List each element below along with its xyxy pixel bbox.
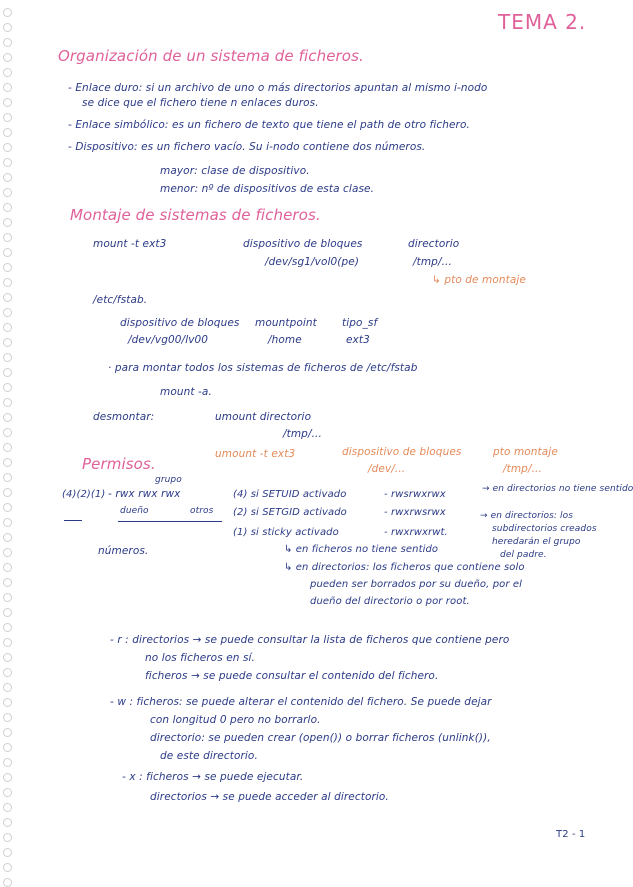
fstab-val-mountpoint: /home	[268, 334, 302, 346]
fstab-val-type: ext3	[346, 334, 370, 346]
setgid-note: del padre.	[500, 550, 547, 560]
mount-device-example: /dev/sg1/vol0(pe)	[265, 256, 360, 268]
desmontar-label: desmontar:	[93, 411, 155, 423]
note-line: menor: nº de dispositivos de esta clase.	[160, 183, 375, 195]
setgid-perm: - rwxrwsrwx	[384, 507, 446, 518]
mount-command: mount -t ext3	[93, 238, 167, 250]
tema-title: TEMA 2.	[498, 10, 587, 34]
perm-w-line: con longitud 0 pero no borrarlo.	[150, 714, 321, 726]
section-title-permisos: Permisos.	[82, 455, 156, 473]
umount-device-example: /dev/...	[368, 463, 406, 475]
perm-bits: (4)(2)(1)	[62, 489, 106, 500]
note-line: · para montar todos los sistemas de ficheros de /etc/fstab	[108, 362, 418, 374]
mount-point-note: ↳ pto de montaje	[432, 274, 526, 286]
umount-command: umount directorio	[215, 411, 312, 423]
sticky-note: pueden ser borrados por su dueño, por el	[310, 579, 522, 590]
setuid-perm: - rwsrwxrwx	[384, 489, 446, 500]
setgid-note: heredarán el grupo	[492, 537, 581, 547]
fstab-val-device: /dev/vg00/lv00	[128, 334, 209, 346]
perm-r-line: - r : directorios → se puede consultar la lista de ficheros que contiene pero	[110, 634, 510, 646]
perm-string: - rwx rwx rwx	[108, 488, 181, 500]
umount-mountpoint-example: /tmp/...	[503, 463, 542, 475]
sticky-note: ↳ en ficheros no tiene sentido	[284, 544, 439, 555]
perm-w-line: directorio: se pueden crear (open()) o borrar ficheros (unlink()),	[150, 732, 491, 744]
umount-device-label: dispositivo de bloques	[342, 446, 462, 458]
setgid-line: (2) si SETGID activado	[233, 507, 347, 518]
perm-r-line: no los ficheros en sí.	[145, 652, 255, 664]
umount-example: /tmp/...	[283, 428, 322, 440]
page-number: T2 - 1	[556, 829, 586, 840]
perm-numbers-label: números.	[98, 545, 149, 557]
perm-w-line: de este directorio.	[160, 750, 258, 762]
umount-type-command: umount -t ext3	[215, 448, 296, 460]
spiral-binding	[3, 8, 12, 840]
sticky-perm: - rwxrwxrwt.	[384, 527, 448, 538]
sticky-note: dueño del directorio o por root.	[310, 596, 470, 607]
mount-device-label: dispositivo de bloques	[243, 238, 363, 250]
perm-others-label: otros	[190, 506, 214, 516]
section-title-organizacion: Organización de un sistema de ficheros.	[58, 47, 364, 65]
setgid-note: subdirectorios creados	[492, 524, 597, 534]
fstab-col-type: tipo_sf	[342, 317, 378, 329]
note-line: se dice que el fichero tiene n enlaces duros.	[82, 97, 319, 109]
fstab-col-mountpoint: mountpoint	[255, 317, 317, 329]
perm-x-line: - x : ficheros → se puede ejecutar.	[122, 771, 304, 783]
perm-x-line: directorios → se puede acceder al directorio.	[150, 791, 389, 803]
setgid-note: → en directorios: los	[480, 511, 574, 521]
note-line: mayor: clase de dispositivo.	[160, 165, 310, 177]
setuid-line: (4) si SETUID activado	[233, 489, 347, 500]
section-title-montaje: Montaje de sistemas de ficheros.	[70, 206, 321, 224]
mount-dir-example: /tmp/...	[413, 256, 452, 268]
perm-group-label: grupo	[155, 475, 182, 485]
perm-r-line: ficheros → se puede consultar el contenido del fichero.	[145, 670, 439, 682]
squiggle-mark	[118, 521, 222, 522]
fstab-path: /etc/fstab.	[93, 294, 148, 306]
note-line: - Enlace duro: si un archivo de uno o más directorios apuntan al mismo i-nodo	[68, 82, 488, 94]
perm-owner-label: dueño	[120, 506, 149, 516]
sticky-line: (1) si sticky activado	[233, 527, 339, 538]
note-line: - Dispositivo: es un fichero vacío. Su i-nodo contiene dos números.	[68, 141, 426, 153]
setuid-note: → en directorios no tiene sentido	[482, 484, 633, 494]
sticky-note: ↳ en directorios: los ficheros que contiene solo	[284, 562, 525, 573]
umount-mountpoint-label: pto montaje	[493, 446, 558, 458]
mount-all-command: mount -a.	[160, 386, 212, 398]
perm-w-line: - w : ficheros: se puede alterar el contenido del fichero. Se puede dejar	[110, 696, 492, 708]
fstab-col-device: dispositivo de bloques	[120, 317, 240, 329]
note-line: - Enlace simbólico: es un fichero de texto que tiene el path de otro fichero.	[68, 119, 470, 131]
mount-dir-label: directorio	[408, 238, 460, 250]
squiggle-mark	[64, 520, 82, 521]
